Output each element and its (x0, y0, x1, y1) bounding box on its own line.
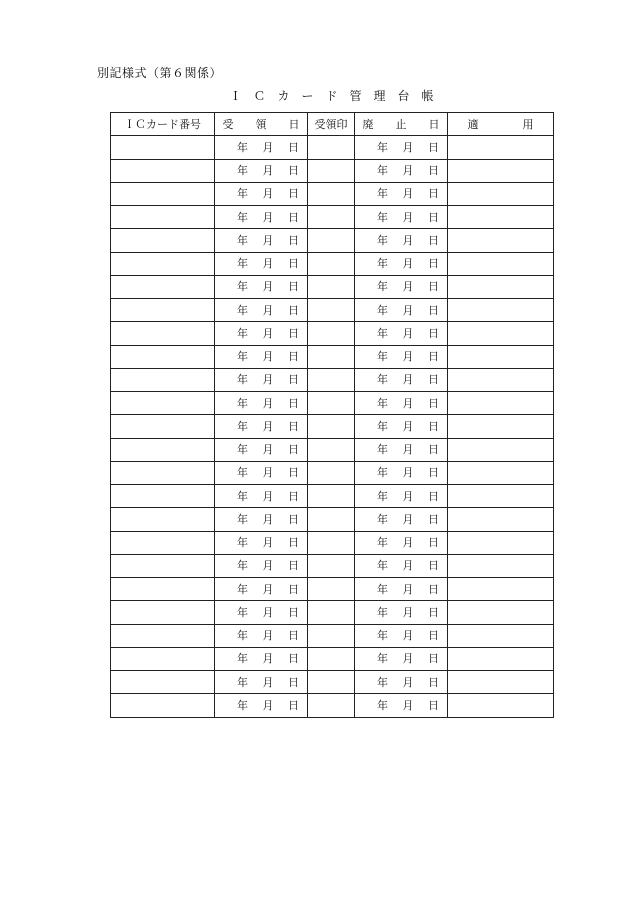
received-seal-cell (308, 485, 355, 508)
received-date-cell: 年 月 日 (215, 159, 308, 182)
table-row (111, 671, 554, 694)
received-seal-cell (308, 415, 355, 438)
received-seal-cell (308, 299, 355, 322)
abolished-date-cell: 年 月 日 (355, 461, 448, 484)
remarks-cell (448, 531, 554, 554)
received-date-cell: 年 月 日 (215, 601, 308, 624)
received-seal-cell (308, 275, 355, 298)
received-date-cell: 年 月 日 (215, 624, 308, 647)
card-number-cell (111, 578, 215, 601)
received-date-cell: 年 月 日 (215, 252, 308, 275)
abolished-date-cell: 年 月 日 (355, 392, 448, 415)
received-seal-cell (308, 601, 355, 624)
card-number-cell (111, 415, 215, 438)
received-seal-cell (308, 368, 355, 391)
header-card-number: ＩＣカード番号 (111, 113, 215, 136)
abolished-date-cell: 年 月 日 (355, 252, 448, 275)
abolished-date-cell: 年 月 日 (355, 368, 448, 391)
table-row (111, 647, 554, 670)
remarks-cell (448, 485, 554, 508)
abolished-date-cell: 年 月 日 (355, 206, 448, 229)
received-date-cell: 年 月 日 (215, 508, 308, 531)
card-number-cell (111, 345, 215, 368)
header-abolished-date: 廃 止 日 (355, 113, 448, 136)
table-row (111, 136, 554, 159)
table-row (111, 252, 554, 275)
table-row (111, 206, 554, 229)
card-number-cell (111, 531, 215, 554)
card-number-cell (111, 438, 215, 461)
header-row (111, 113, 554, 136)
remarks-cell (448, 671, 554, 694)
remarks-cell (448, 368, 554, 391)
received-seal-cell (308, 508, 355, 531)
received-date-cell: 年 月 日 (215, 206, 308, 229)
remarks-cell (448, 136, 554, 159)
abolished-date-cell: 年 月 日 (355, 299, 448, 322)
header-received-seal: 受領印 (308, 113, 355, 136)
card-number-cell (111, 368, 215, 391)
abolished-date-cell: 年 月 日 (355, 485, 448, 508)
abolished-date-cell: 年 月 日 (355, 508, 448, 531)
received-seal-cell (308, 182, 355, 205)
card-number-cell (111, 508, 215, 531)
card-number-cell (111, 252, 215, 275)
remarks-cell (448, 182, 554, 205)
table-row (111, 438, 554, 461)
table-row (111, 392, 554, 415)
abolished-date-cell: 年 月 日 (355, 415, 448, 438)
received-seal-cell (308, 136, 355, 159)
card-number-cell (111, 206, 215, 229)
card-number-cell (111, 159, 215, 182)
card-number-cell (111, 275, 215, 298)
received-date-cell: 年 月 日 (215, 182, 308, 205)
remarks-cell (448, 229, 554, 252)
table-row (111, 624, 554, 647)
card-number-cell (111, 554, 215, 577)
table-row (111, 182, 554, 205)
card-number-cell (111, 182, 215, 205)
received-date-cell: 年 月 日 (215, 299, 308, 322)
remarks-cell (448, 601, 554, 624)
received-seal-cell (308, 554, 355, 577)
abolished-date-cell: 年 月 日 (355, 671, 448, 694)
table-row (111, 694, 554, 717)
table-row (111, 322, 554, 345)
card-number-cell (111, 322, 215, 345)
received-seal-cell (308, 206, 355, 229)
remarks-cell (448, 299, 554, 322)
card-number-cell (111, 392, 215, 415)
abolished-date-cell: 年 月 日 (355, 438, 448, 461)
table-row (111, 229, 554, 252)
abolished-date-cell: 年 月 日 (355, 322, 448, 345)
remarks-cell (448, 322, 554, 345)
received-date-cell: 年 月 日 (215, 438, 308, 461)
received-seal-cell (308, 252, 355, 275)
form-label: 別記様式（第６関係） (97, 66, 223, 80)
table-row (111, 275, 554, 298)
abolished-date-cell: 年 月 日 (355, 136, 448, 159)
received-date-cell: 年 月 日 (215, 275, 308, 298)
received-seal-cell (308, 531, 355, 554)
remarks-cell (448, 508, 554, 531)
header-remarks: 適 用 (448, 113, 554, 136)
ic-card-ledger-table (110, 112, 554, 718)
received-seal-cell (308, 345, 355, 368)
received-seal-cell (308, 229, 355, 252)
received-date-cell: 年 月 日 (215, 345, 308, 368)
table-row (111, 345, 554, 368)
table-row (111, 415, 554, 438)
abolished-date-cell: 年 月 日 (355, 229, 448, 252)
remarks-cell (448, 252, 554, 275)
table-row (111, 531, 554, 554)
table-row (111, 601, 554, 624)
remarks-cell (448, 624, 554, 647)
ledger-header (111, 113, 554, 136)
card-number-cell (111, 694, 215, 717)
header-received-date: 受 領 日 (215, 113, 308, 136)
received-seal-cell (308, 694, 355, 717)
received-date-cell: 年 月 日 (215, 694, 308, 717)
remarks-cell (448, 461, 554, 484)
received-seal-cell (308, 461, 355, 484)
remarks-cell (448, 438, 554, 461)
abolished-date-cell: 年 月 日 (355, 694, 448, 717)
remarks-cell (448, 345, 554, 368)
table-row (111, 508, 554, 531)
table-row (111, 578, 554, 601)
document-title: Ｉ Ｃ カ ー ド 管 理 台 帳 (229, 89, 434, 103)
abolished-date-cell: 年 月 日 (355, 531, 448, 554)
card-number-cell (111, 671, 215, 694)
received-seal-cell (308, 322, 355, 345)
abolished-date-cell: 年 月 日 (355, 647, 448, 670)
abolished-date-cell: 年 月 日 (355, 601, 448, 624)
received-seal-cell (308, 438, 355, 461)
received-seal-cell (308, 647, 355, 670)
received-date-cell: 年 月 日 (215, 229, 308, 252)
table-row (111, 461, 554, 484)
received-date-cell: 年 月 日 (215, 461, 308, 484)
received-date-cell: 年 月 日 (215, 485, 308, 508)
card-number-cell (111, 624, 215, 647)
received-date-cell: 年 月 日 (215, 531, 308, 554)
received-date-cell: 年 月 日 (215, 392, 308, 415)
abolished-date-cell: 年 月 日 (355, 182, 448, 205)
card-number-cell (111, 647, 215, 670)
remarks-cell (448, 206, 554, 229)
abolished-date-cell: 年 月 日 (355, 578, 448, 601)
received-date-cell: 年 月 日 (215, 671, 308, 694)
remarks-cell (448, 392, 554, 415)
table-row (111, 485, 554, 508)
remarks-cell (448, 159, 554, 182)
abolished-date-cell: 年 月 日 (355, 624, 448, 647)
table-row (111, 159, 554, 182)
card-number-cell (111, 136, 215, 159)
received-seal-cell (308, 159, 355, 182)
card-number-cell (111, 485, 215, 508)
card-number-cell (111, 229, 215, 252)
received-seal-cell (308, 671, 355, 694)
remarks-cell (448, 647, 554, 670)
received-date-cell: 年 月 日 (215, 647, 308, 670)
card-number-cell (111, 601, 215, 624)
received-seal-cell (308, 392, 355, 415)
table-row (111, 554, 554, 577)
remarks-cell (448, 275, 554, 298)
remarks-cell (448, 415, 554, 438)
remarks-cell (448, 554, 554, 577)
received-date-cell: 年 月 日 (215, 322, 308, 345)
received-date-cell: 年 月 日 (215, 554, 308, 577)
card-number-cell (111, 299, 215, 322)
table-row (111, 368, 554, 391)
table-row (111, 299, 554, 322)
abolished-date-cell: 年 月 日 (355, 345, 448, 368)
received-date-cell: 年 月 日 (215, 136, 308, 159)
card-number-cell (111, 461, 215, 484)
received-date-cell: 年 月 日 (215, 368, 308, 391)
abolished-date-cell: 年 月 日 (355, 554, 448, 577)
received-seal-cell (308, 578, 355, 601)
abolished-date-cell: 年 月 日 (355, 275, 448, 298)
remarks-cell (448, 694, 554, 717)
abolished-date-cell: 年 月 日 (355, 159, 448, 182)
received-date-cell: 年 月 日 (215, 578, 308, 601)
received-date-cell: 年 月 日 (215, 415, 308, 438)
ledger-body (111, 136, 554, 717)
remarks-cell (448, 578, 554, 601)
received-seal-cell (308, 624, 355, 647)
